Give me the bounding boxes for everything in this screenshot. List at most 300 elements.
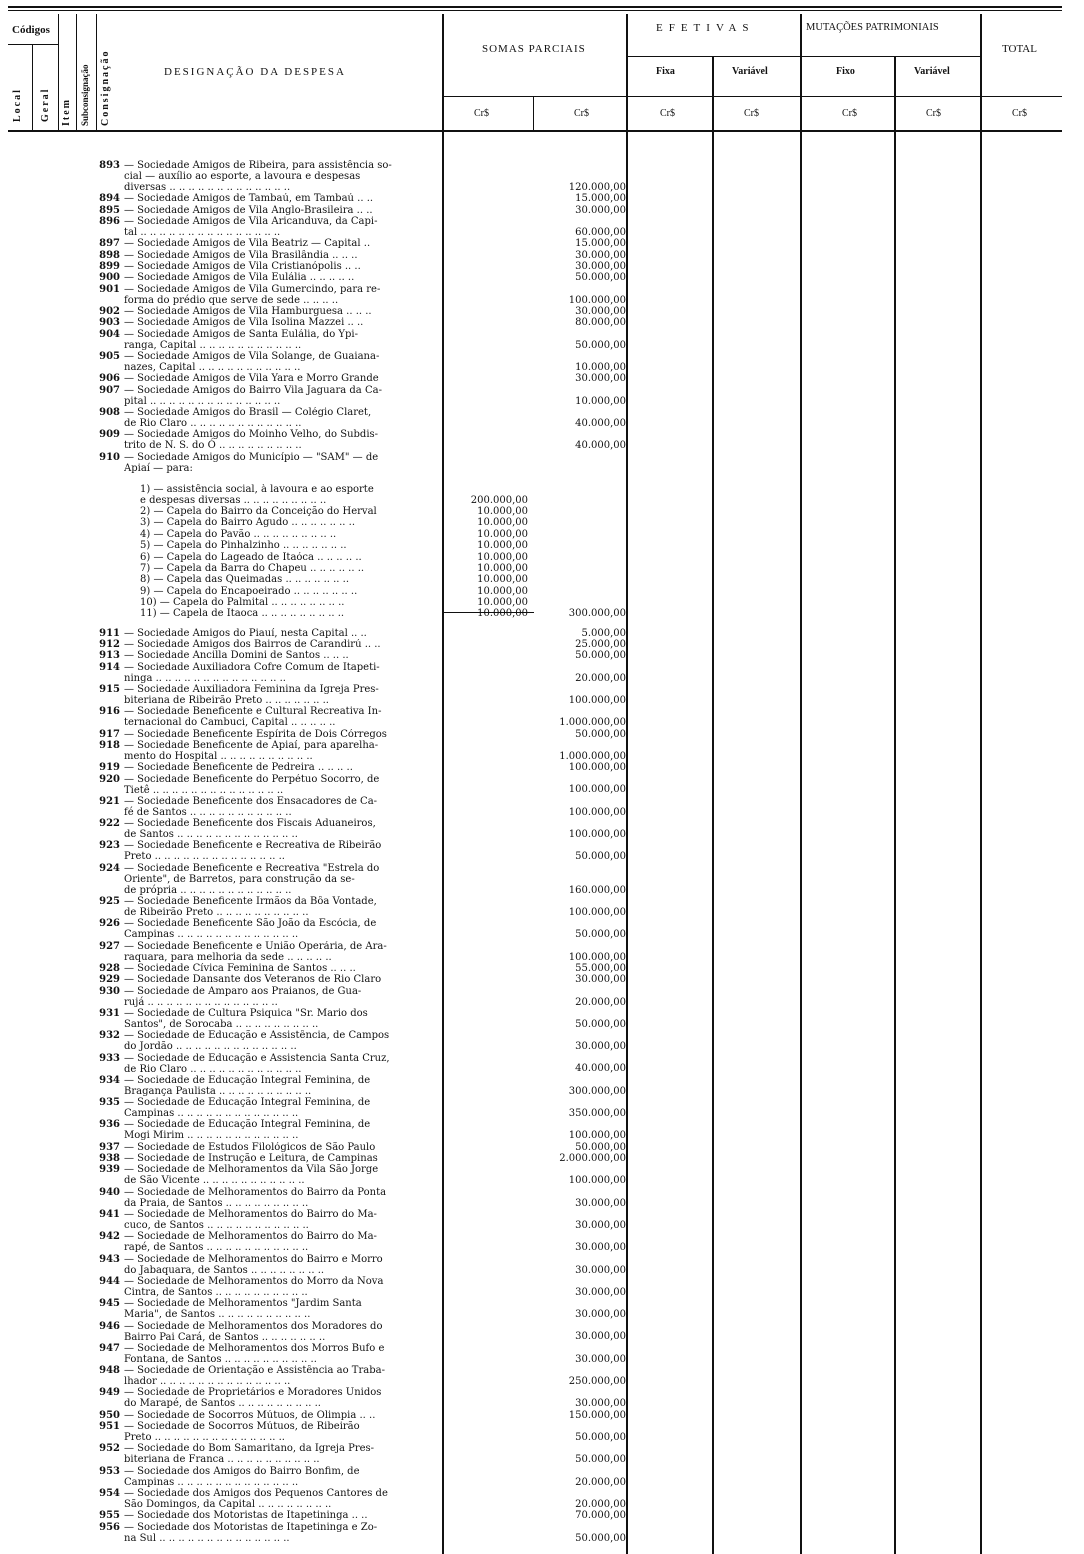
amount: 50.000,00 bbox=[575, 1532, 626, 1544]
expense-row bbox=[0, 740, 1084, 762]
expense-row bbox=[0, 407, 1084, 429]
row-code: 954 bbox=[99, 1487, 120, 1499]
description-line: lhador .. .. .. .. .. .. .. .. .. .. .. .. .. .. bbox=[124, 1376, 291, 1388]
expense-row bbox=[0, 863, 1084, 896]
codigos-label: Códigos bbox=[12, 24, 50, 36]
description-line: — Sociedade dos Amigos dos Pequenos Cantores de bbox=[124, 1487, 388, 1499]
row-description bbox=[124, 160, 442, 193]
description-line: do Jabaquara, de Santos .. .. .. .. .. .. .. .. bbox=[124, 1264, 325, 1276]
description-line: — Sociedade de Educação e Assistencia Santa Cruz, bbox=[124, 1052, 390, 1064]
amount: 160.000,00 bbox=[568, 884, 626, 896]
amount: 30.000,00 bbox=[575, 1041, 626, 1053]
description-line: biteriana de Franca .. .. .. .. .. .. .. .. .. .. bbox=[124, 1454, 320, 1466]
amount: 50.000,00 bbox=[575, 1018, 626, 1030]
expense-row bbox=[0, 517, 1084, 528]
description-line: — Sociedade Amigos de Vila Anglo-Brasileira .. .. bbox=[124, 204, 373, 216]
expense-row bbox=[0, 1276, 1084, 1298]
row-code: 912 bbox=[99, 638, 120, 650]
description-line: — Sociedade de Melhoramentos da Vila São Jorge bbox=[124, 1164, 379, 1176]
description-line: — Sociedade de Melhoramentos do Bairro do Ma- bbox=[124, 1231, 377, 1243]
expense-row bbox=[0, 896, 1084, 918]
description-line: Apiaí — para: bbox=[124, 462, 193, 474]
expense-row bbox=[0, 563, 1084, 574]
currency-variavel: Cr$ bbox=[744, 108, 759, 119]
row-code: 956 bbox=[99, 1521, 120, 1533]
description-line: do Jordão .. .. .. .. .. .. .. .. .. .. .. .. .. bbox=[124, 1041, 297, 1053]
expense-row bbox=[0, 1466, 1084, 1488]
row-code: 944 bbox=[99, 1275, 120, 1287]
row-code: 926 bbox=[99, 918, 120, 930]
description-line: — Sociedade Amigos de Vila Hamburguesa .. .. .. bbox=[124, 305, 372, 317]
description-line: raquara, para melhoria da sede .. .. .. .. .. bbox=[124, 951, 332, 963]
description-line: — Sociedade Amigos de Ribeira, para assistência so- bbox=[124, 160, 392, 171]
expense-row bbox=[0, 1231, 1084, 1253]
expense-row bbox=[0, 540, 1084, 551]
col-geral-label: Geral bbox=[40, 87, 51, 122]
amount: 100.000,00 bbox=[568, 1175, 626, 1187]
amount: 250.000,00 bbox=[568, 1376, 626, 1388]
row-code: 931 bbox=[99, 1007, 120, 1019]
description-line: — Sociedade Amigos de Vila Cristianópolis .. .. bbox=[124, 260, 361, 272]
row-description bbox=[124, 1410, 442, 1421]
expense-row bbox=[0, 506, 1084, 517]
description-line: 8) — Capela das Queimadas .. .. .. .. .. .. .. bbox=[140, 574, 350, 586]
row-description bbox=[124, 650, 442, 661]
description-line: — Sociedade de Cultura Psiquica "Sr. Mario dos bbox=[124, 1007, 368, 1019]
row-description bbox=[124, 261, 442, 272]
row-description bbox=[124, 1387, 442, 1409]
description-line: — Sociedade de Educação e Assistência, de Campos bbox=[124, 1030, 390, 1042]
amount: 50.000,00 bbox=[575, 728, 626, 740]
col-divider bbox=[96, 14, 97, 130]
row-description bbox=[140, 517, 458, 528]
description-line: — Sociedade Beneficente Irmãos da Bôa Vontade, bbox=[124, 896, 377, 907]
expense-row bbox=[0, 1053, 1084, 1075]
description-line: — Sociedade Amigos do Município — "SAM" — de bbox=[124, 451, 379, 463]
amount: 50.000,00 bbox=[575, 339, 626, 351]
description-line: de Rio Claro .. .. .. .. .. .. .. .. .. .. .. .. bbox=[124, 417, 302, 429]
somas-parciais-label: SOMAS PARCIAIS bbox=[482, 43, 586, 55]
row-description bbox=[124, 1466, 442, 1488]
expense-row bbox=[0, 205, 1084, 216]
amount: 40.000,00 bbox=[575, 1063, 626, 1075]
mutacoes-label: MUTAÇÕES PATRIMONIAIS bbox=[806, 22, 939, 33]
description-line: tal .. .. .. .. .. .. .. .. .. .. .. .. .. .. .. bbox=[124, 226, 281, 238]
row-description bbox=[124, 1008, 442, 1030]
expense-row bbox=[0, 484, 1084, 506]
description-line: fé de Santos .. .. .. .. .. .. .. .. .. .. .. bbox=[124, 806, 292, 818]
currency-somas-1: Cr$ bbox=[474, 108, 489, 119]
row-description bbox=[124, 1231, 442, 1253]
row-description bbox=[124, 918, 442, 940]
currency-total: Cr$ bbox=[1012, 108, 1027, 119]
expense-row bbox=[0, 1075, 1084, 1097]
amount: 100.000,00 bbox=[568, 762, 626, 774]
efetivas-label: EFETIVAS bbox=[656, 22, 755, 34]
row-description bbox=[124, 684, 442, 706]
description-line: — Sociedade Beneficente de Pedreira .. .. .. .. bbox=[124, 762, 353, 774]
row-code: 918 bbox=[99, 739, 120, 751]
amount: 100.000,00 bbox=[568, 806, 626, 818]
row-description bbox=[140, 506, 458, 517]
row-code: 901 bbox=[99, 283, 120, 295]
description-line: biteriana de Ribeirão Preto .. .. .. .. .. .. .. bbox=[124, 694, 329, 706]
row-code: 950 bbox=[99, 1409, 120, 1421]
amount: 25.000,00 bbox=[575, 638, 626, 650]
description-line: Cintra, de Santos .. .. .. .. .. .. .. .. .. .. bbox=[124, 1286, 308, 1298]
expense-row bbox=[0, 762, 1084, 773]
description-line: Preto .. .. .. .. .. .. .. .. .. .. .. .. .. .. bbox=[124, 851, 285, 863]
partial-sum: 10.000,00 bbox=[477, 540, 528, 552]
expense-row bbox=[0, 1164, 1084, 1186]
row-description bbox=[124, 941, 442, 963]
amount: 100.000,00 bbox=[568, 694, 626, 706]
row-description bbox=[124, 974, 442, 985]
amount: 5.000,00 bbox=[581, 627, 626, 639]
currency-somas-2: Cr$ bbox=[574, 108, 589, 119]
row-code: 909 bbox=[99, 429, 120, 441]
row-code: 917 bbox=[99, 728, 120, 740]
row-description bbox=[124, 1488, 442, 1510]
fixa-label: Fixa bbox=[656, 66, 675, 77]
row-description bbox=[124, 1142, 442, 1153]
amount: 2.000.000,00 bbox=[559, 1153, 626, 1165]
row-description bbox=[124, 662, 442, 684]
expense-row bbox=[0, 1321, 1084, 1343]
row-description bbox=[124, 1164, 442, 1186]
row-description bbox=[124, 407, 442, 429]
description-line: cuco, de Santos .. .. .. .. .. .. .. .. .. .. .. bbox=[124, 1220, 309, 1231]
expense-row bbox=[0, 840, 1084, 862]
row-code: 938 bbox=[99, 1153, 120, 1165]
description-line: pital .. .. .. .. .. .. .. .. .. .. .. .. .. .. bbox=[124, 395, 281, 407]
description-line: São Domingos, da Capital .. .. .. .. .. .. .. .. bbox=[124, 1498, 332, 1510]
partial-sum: 10.000,00 bbox=[477, 608, 528, 620]
description-line: — Sociedade de Melhoramentos dos Morros Bufo e bbox=[124, 1342, 385, 1354]
row-code: 908 bbox=[99, 406, 120, 418]
expense-row bbox=[0, 628, 1084, 639]
fixo-label: Fixo bbox=[836, 66, 855, 77]
description-line: de Rio Claro .. .. .. .. .. .. .. .. .. .. .. .. bbox=[124, 1063, 302, 1075]
expense-row bbox=[0, 317, 1084, 328]
description-line: Bragança Paulista .. .. .. .. .. .. .. .. .. .. bbox=[124, 1085, 312, 1097]
expense-row bbox=[0, 586, 1084, 597]
description-line: — Sociedade Amigos do Moinho Velho, do Subdis- bbox=[124, 429, 379, 441]
amount: 1.000.000,00 bbox=[559, 750, 626, 762]
description-line: ninga .. .. .. .. .. .. .. .. .. .. .. .. .. .. bbox=[124, 672, 286, 684]
description-line: — Sociedade de Melhoramentos "Jardim Santa bbox=[124, 1298, 362, 1310]
row-description bbox=[124, 762, 442, 773]
amount: 30.000,00 bbox=[575, 1219, 626, 1231]
row-description bbox=[124, 1298, 442, 1320]
description-line: Campinas .. .. .. .. .. .. .. .. .. .. .. .. .. bbox=[124, 929, 299, 941]
expense-row bbox=[0, 1510, 1084, 1521]
amount: 30.000,00 bbox=[575, 974, 626, 986]
description-line: Campinas .. .. .. .. .. .. .. .. .. .. .. .. .. bbox=[124, 1108, 299, 1120]
row-description bbox=[124, 706, 442, 728]
row-description bbox=[124, 385, 442, 407]
partial-sum: 10.000,00 bbox=[477, 528, 528, 540]
amount: 10.000,00 bbox=[575, 361, 626, 373]
amount: 20.000,00 bbox=[575, 672, 626, 684]
description-line: — Sociedade de Amparo aos Praianos, de Gua- bbox=[124, 985, 362, 997]
row-description bbox=[124, 1097, 442, 1119]
expense-row bbox=[0, 1209, 1084, 1231]
designacao-label: DESIGNAÇÃO DA DESPESA bbox=[164, 66, 346, 78]
codigos-rule bbox=[8, 44, 58, 45]
row-description bbox=[124, 729, 442, 740]
description-line: Tietê .. .. .. .. .. .. .. .. .. .. .. .. .. .. bbox=[124, 784, 284, 796]
row-code: 934 bbox=[99, 1074, 120, 1086]
row-description bbox=[124, 317, 442, 328]
description-line: ternacional do Cambuci, Capital .. .. .. .. .. bbox=[124, 717, 336, 729]
description-line: rujá .. .. .. .. .. .. .. .. .. .. .. .. .. .. bbox=[124, 996, 278, 1008]
row-description bbox=[140, 586, 458, 597]
amount: 50.000,00 bbox=[575, 929, 626, 941]
expense-row bbox=[0, 250, 1084, 261]
description-line: — Sociedade de Melhoramentos do Bairro da Ponta bbox=[124, 1186, 387, 1198]
description-line: Bairro Pai Cará, de Santos .. .. .. .. .. .. .. bbox=[124, 1331, 326, 1343]
row-code: 902 bbox=[99, 305, 120, 317]
expense-row bbox=[0, 1343, 1084, 1365]
row-description bbox=[124, 329, 442, 351]
expense-row bbox=[0, 216, 1084, 238]
col-divider bbox=[533, 96, 534, 132]
description-line: de Santos .. .. .. .. .. .. .. .. .. .. .. .. .. bbox=[124, 829, 298, 841]
variavel2-label: Variável bbox=[914, 66, 950, 77]
description-line: — Sociedade dos Motoristas de Itapetininga .. .. bbox=[124, 1510, 368, 1522]
expense-row bbox=[0, 529, 1084, 540]
description-line: — Sociedade Beneficente e Recreativa "Estrela do bbox=[124, 862, 380, 874]
row-description bbox=[140, 540, 458, 551]
expense-row bbox=[0, 284, 1084, 306]
description-line: nazes, Capital .. .. .. .. .. .. .. .. .. .. .. bbox=[124, 361, 301, 373]
expense-row bbox=[0, 1008, 1084, 1030]
description-line: Preto .. .. .. .. .. .. .. .. .. .. .. .. .. .. bbox=[124, 1432, 285, 1444]
amount: 100.000,00 bbox=[568, 829, 626, 841]
row-code: 953 bbox=[99, 1465, 120, 1477]
amount: 50.000,00 bbox=[575, 1454, 626, 1466]
description-line: forma do prédio que serve de sede .. .. .. .. bbox=[124, 294, 339, 306]
partial-sum: 10.000,00 bbox=[477, 585, 528, 597]
amount: 50.000,00 bbox=[575, 851, 626, 863]
amount: 50.000,00 bbox=[575, 1141, 626, 1153]
description-line: — Sociedade de Estudos Filológicos de São Paulo bbox=[124, 1141, 376, 1153]
description-line: — Sociedade Amigos do Bairro Vila Jaguara da Ca- bbox=[124, 384, 382, 396]
row-code: 937 bbox=[99, 1141, 120, 1153]
amount: 30.000,00 bbox=[575, 1353, 626, 1365]
description-line: 2) — Capela do Bairro da Conceição do Herval bbox=[140, 506, 377, 518]
expense-row bbox=[0, 818, 1084, 840]
description-line: 1) — assistência social, à lavoura e ao esporte bbox=[140, 483, 374, 495]
expense-row bbox=[0, 1522, 1084, 1544]
expense-row bbox=[0, 385, 1084, 407]
row-description bbox=[124, 1421, 442, 1443]
amount: 120.000,00 bbox=[568, 181, 626, 193]
expense-row bbox=[0, 329, 1084, 351]
amount: 50.000,00 bbox=[575, 272, 626, 284]
row-code: 914 bbox=[99, 661, 120, 673]
row-description bbox=[140, 597, 458, 608]
expense-row bbox=[0, 774, 1084, 796]
col-subconsignacao-label: Subconsignação bbox=[80, 64, 90, 126]
row-description bbox=[124, 1053, 442, 1075]
expense-row bbox=[0, 1254, 1084, 1276]
description-line: trito de N. S. do Ó .. .. .. .. .. .. .. .. .. bbox=[124, 440, 302, 452]
expense-row bbox=[0, 429, 1084, 451]
amount: 40.000,00 bbox=[575, 440, 626, 452]
description-line: — Sociedade Beneficente dos Ensacadores de Ca- bbox=[124, 795, 378, 807]
row-description bbox=[124, 1276, 442, 1298]
row-code: 895 bbox=[99, 204, 120, 216]
row-code: 933 bbox=[99, 1052, 120, 1064]
expense-row bbox=[0, 1488, 1084, 1510]
expense-row bbox=[0, 608, 1084, 619]
row-description bbox=[140, 563, 458, 574]
amount: 50.000,00 bbox=[575, 1431, 626, 1443]
row-code: 920 bbox=[99, 773, 120, 785]
description-line: 9) — Capela do Encapoeirado .. .. .. .. .. .. .. bbox=[140, 585, 358, 597]
row-code: 898 bbox=[99, 249, 120, 261]
row-description bbox=[124, 205, 442, 216]
amount: 55.000,00 bbox=[575, 962, 626, 974]
col-local-label: Local bbox=[12, 88, 23, 122]
expense-row bbox=[0, 373, 1084, 384]
row-code: 936 bbox=[99, 1119, 120, 1131]
row-description bbox=[124, 818, 442, 840]
row-description bbox=[124, 963, 442, 974]
row-code: 915 bbox=[99, 683, 120, 695]
amount: 50.000,00 bbox=[575, 650, 626, 662]
row-description bbox=[140, 529, 458, 540]
description-line: — Sociedade Amigos de Vila Gumercindo, para re- bbox=[124, 283, 381, 295]
row-description bbox=[124, 1510, 442, 1521]
expense-row bbox=[0, 193, 1084, 204]
amount: 30.000,00 bbox=[575, 1331, 626, 1343]
expense-row bbox=[0, 238, 1084, 249]
description-line: 4) — Capela do Pavão .. .. .. .. .. .. .. .. .. bbox=[140, 528, 337, 540]
description-line: — Sociedade Amigos de Vila Yara e Morro Grande bbox=[124, 373, 379, 385]
row-description bbox=[124, 840, 442, 862]
description-line: de São Vicente .. .. .. .. .. .. .. .. .. .. .. bbox=[124, 1175, 305, 1187]
partial-sum: 10.000,00 bbox=[477, 596, 528, 608]
expense-row bbox=[0, 1097, 1084, 1119]
description-line: — Sociedade Beneficente São João da Escócia, de bbox=[124, 918, 377, 930]
amount: 30.000,00 bbox=[575, 1264, 626, 1276]
row-description bbox=[124, 429, 442, 451]
row-description bbox=[124, 1030, 442, 1052]
partial-sum: 10.000,00 bbox=[477, 562, 528, 574]
amount: 30.000,00 bbox=[575, 1309, 626, 1321]
row-description bbox=[124, 1187, 442, 1209]
description-line: — Sociedade Auxiliadora Feminina da Igreja Pres- bbox=[124, 683, 379, 695]
row-code: 922 bbox=[99, 818, 120, 830]
expense-row bbox=[0, 796, 1084, 818]
currency-rule bbox=[442, 96, 1062, 97]
amount: 10.000,00 bbox=[575, 395, 626, 407]
expense-row bbox=[0, 650, 1084, 661]
description-line: — Sociedade de Educação Integral Feminina, de bbox=[124, 1097, 371, 1109]
row-description bbox=[124, 740, 442, 762]
amount: 30.000,00 bbox=[575, 305, 626, 317]
partial-sum: 10.000,00 bbox=[477, 551, 528, 563]
expense-row bbox=[0, 1119, 1084, 1141]
partial-sum: 10.000,00 bbox=[477, 517, 528, 529]
row-description bbox=[124, 306, 442, 317]
amount: 40.000,00 bbox=[575, 417, 626, 429]
description-line: — Sociedade de Melhoramentos do Morro da Nova bbox=[124, 1275, 384, 1287]
amount: 300.000,00 bbox=[568, 608, 626, 620]
row-description bbox=[124, 1321, 442, 1343]
expense-row bbox=[0, 1421, 1084, 1443]
description-line: — Sociedade de Socorros Mútuos, de Ribeirão bbox=[124, 1421, 360, 1433]
col-divider bbox=[58, 14, 59, 130]
partial-sum: 10.000,00 bbox=[477, 506, 528, 518]
row-code: 951 bbox=[99, 1421, 120, 1433]
top-rule bbox=[8, 6, 1062, 8]
amount: 350.000,00 bbox=[568, 1108, 626, 1120]
row-description bbox=[140, 552, 458, 563]
row-code: 949 bbox=[99, 1387, 120, 1399]
row-code: 905 bbox=[99, 350, 120, 362]
row-code: 924 bbox=[99, 862, 120, 874]
amount: 1.000.000,00 bbox=[559, 717, 626, 729]
amount: 100.000,00 bbox=[568, 294, 626, 306]
expense-row bbox=[0, 272, 1084, 283]
description-line: Mogi Mirim .. .. .. .. .. .. .. .. .. .. .. .. bbox=[124, 1130, 299, 1142]
description-line: — Sociedade de Instrução e Leitura, de Campinas bbox=[124, 1153, 378, 1165]
description-line: — Sociedade dos Amigos do Bairro Bonfim, de bbox=[124, 1465, 360, 1477]
description-line: — Sociedade de Orientação e Assistência ao Traba- bbox=[124, 1365, 385, 1377]
row-description bbox=[140, 484, 458, 506]
description-line: — Sociedade de Melhoramentos do Bairro do Ma- bbox=[124, 1209, 377, 1220]
row-description bbox=[124, 1443, 442, 1465]
col-divider bbox=[32, 44, 33, 130]
row-description bbox=[124, 1075, 442, 1097]
row-description bbox=[124, 284, 442, 306]
row-code: 916 bbox=[99, 706, 120, 718]
expense-row bbox=[0, 974, 1084, 985]
amount: 30.000,00 bbox=[575, 249, 626, 261]
description-line: — Sociedade Amigos de Vila Brasilândia .. .. .. bbox=[124, 249, 358, 261]
row-description bbox=[124, 1119, 442, 1141]
currency-fixo: Cr$ bbox=[842, 108, 857, 119]
row-code: 921 bbox=[99, 795, 120, 807]
description-line: — Sociedade Amigos de Vila Eulália .. .. .. .. .. bbox=[124, 272, 355, 284]
description-line: 11) — Capela de Itaoca .. .. .. .. .. .. .. .. .. bbox=[140, 608, 345, 620]
description-line: 3) — Capela do Bairro Agudo .. .. .. .. .. .. .. bbox=[140, 517, 355, 529]
description-line: — Sociedade Amigos de Santa Eulália, do Ypi- bbox=[124, 328, 358, 340]
description-line: Campinas .. .. .. .. .. .. .. .. .. .. .. .. .. bbox=[124, 1476, 299, 1488]
description-line: — Sociedade Beneficente do Perpétuo Socorro, de bbox=[124, 773, 380, 785]
total-label: TOTAL bbox=[1002, 43, 1037, 55]
expense-row bbox=[0, 306, 1084, 317]
row-code: 929 bbox=[99, 974, 120, 986]
description-line: Fontana, de Santos .. .. .. .. .. .. .. .. .. .. bbox=[124, 1353, 317, 1365]
row-description bbox=[140, 608, 458, 619]
description-line: — Sociedade Cívica Feminina de Santos .. .. .. bbox=[124, 962, 356, 974]
description-line: ranga, Capital .. .. .. .. .. .. .. .. .. .. .. bbox=[124, 339, 302, 351]
description-line: — Sociedade de Educação Integral Feminina, de bbox=[124, 1074, 371, 1086]
top-rule-2 bbox=[8, 10, 1062, 11]
expense-row bbox=[0, 452, 1084, 474]
amount: 70.000,00 bbox=[575, 1510, 626, 1522]
amount: 20.000,00 bbox=[575, 996, 626, 1008]
row-code: 930 bbox=[99, 985, 120, 997]
amount: 30.000,00 bbox=[575, 1197, 626, 1209]
partial-sum: 10.000,00 bbox=[477, 574, 528, 586]
row-code: 935 bbox=[99, 1097, 120, 1109]
